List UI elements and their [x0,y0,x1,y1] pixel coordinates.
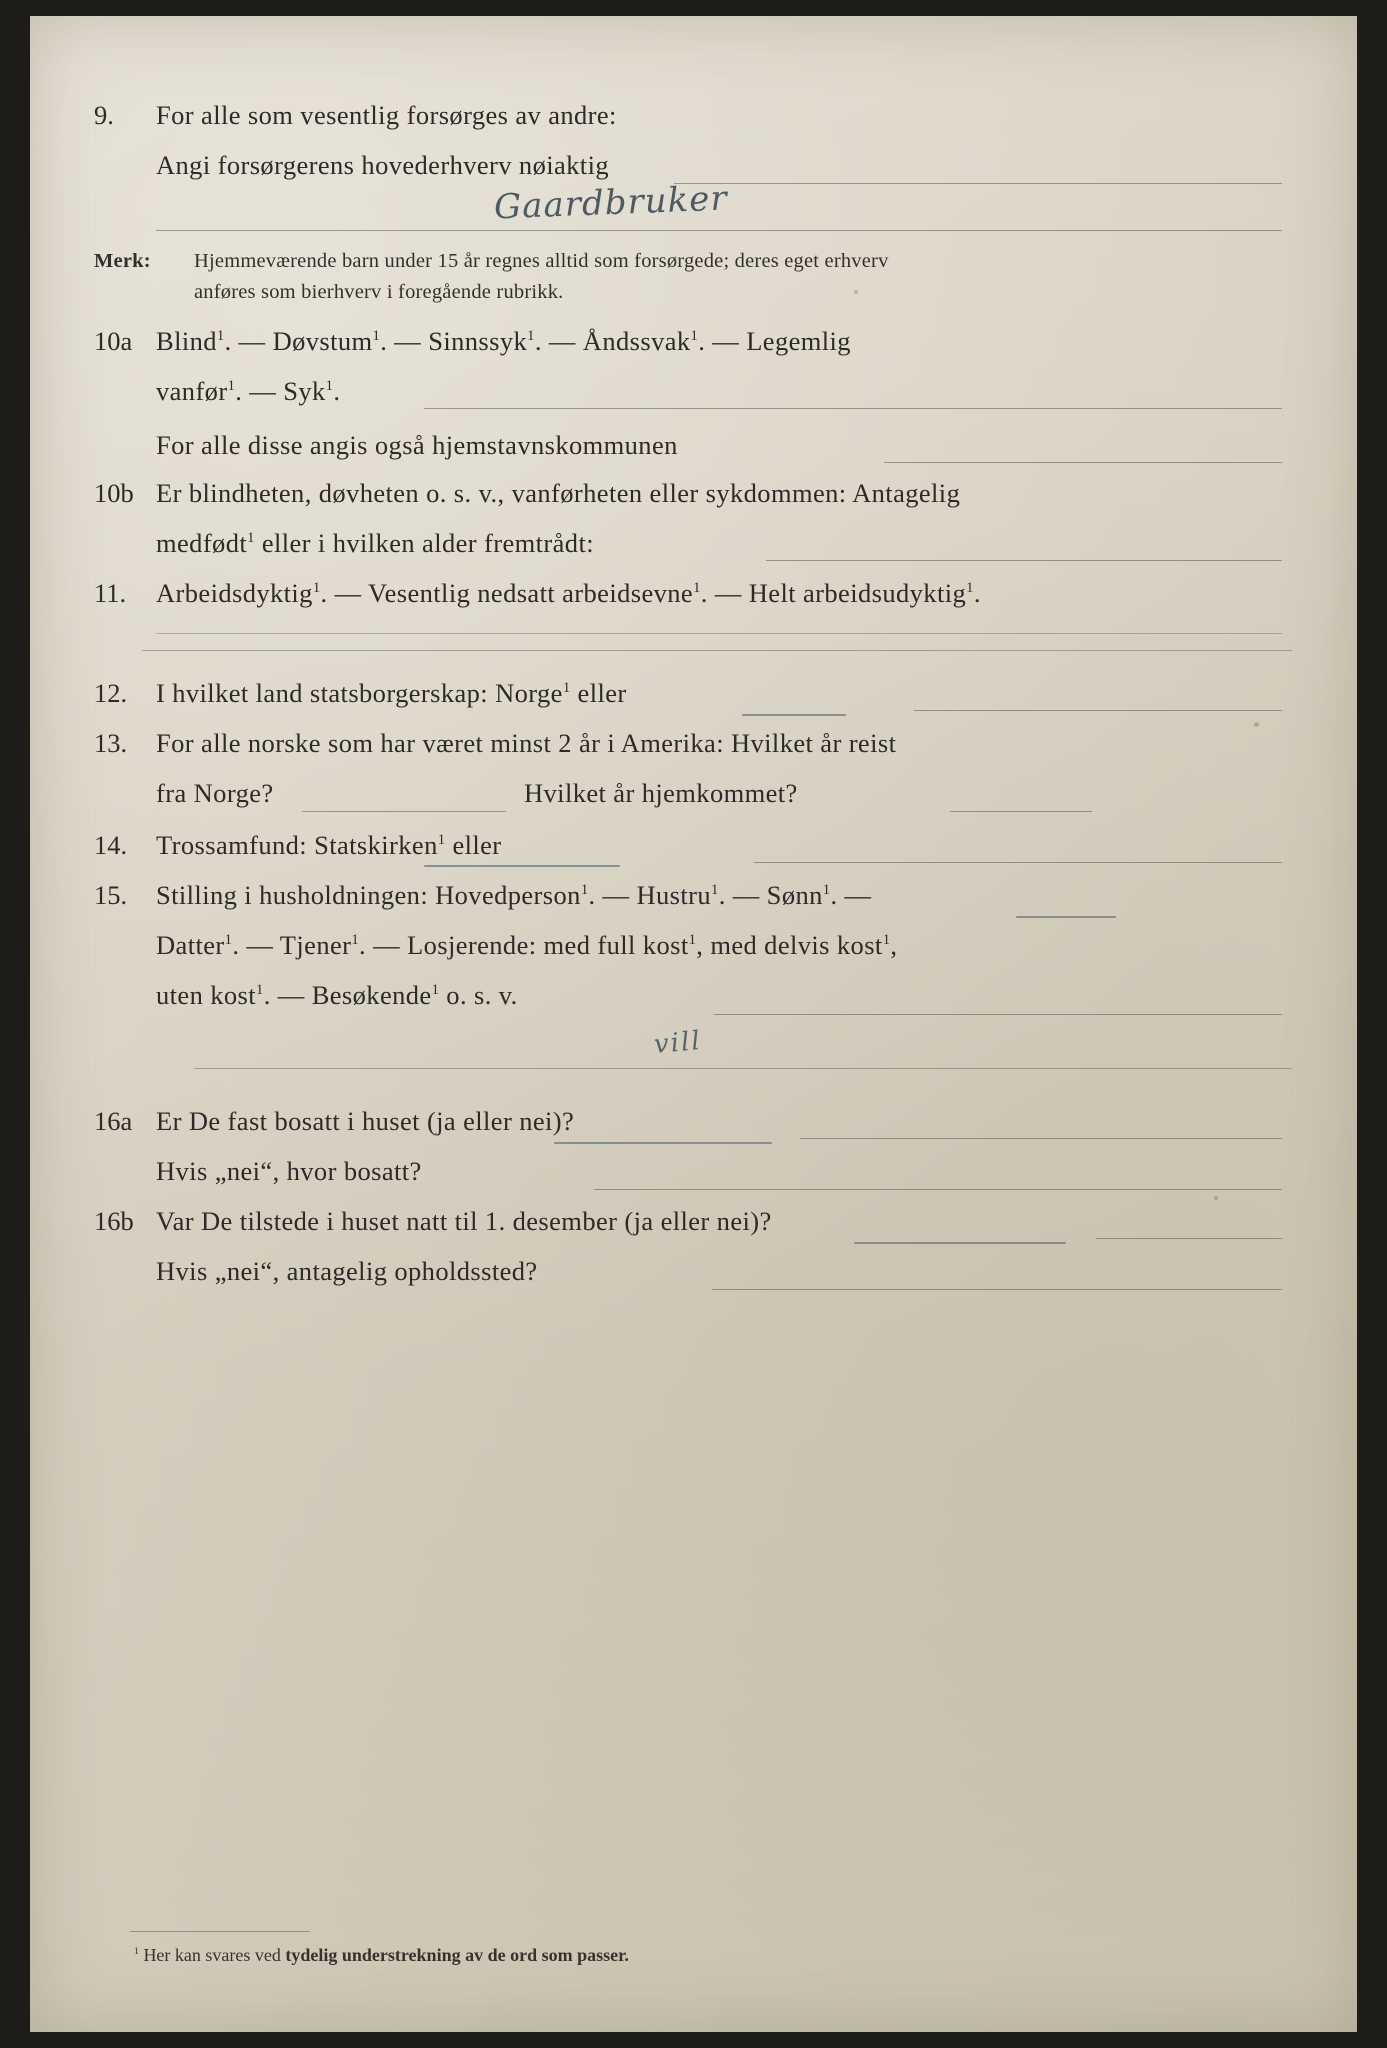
form-sheet [94,78,1305,1992]
footnote-divider [130,1931,310,1932]
question-9-number: 9. [94,100,114,130]
question-13-hjemkommet-rule [950,811,1092,812]
q15-seg5: . — Tjener [232,930,352,960]
question-13-line1: For alle norske som har været minst 2 år i Amerika: Hvilket år reist [156,728,897,758]
question-16a-blank-rule [800,1138,1282,1139]
question-9-blank-rule [674,183,1282,184]
question-15-line3: uten kost$^1$. — Besøkende$^1$ o. s. v. [156,980,518,1010]
q11-seg1: . — Vesentlig nedsatt arbeidsevne [320,578,694,608]
question-9-line1: For alle som vesentlig forsørges av andre: [156,100,617,130]
question-16b-ja-eller-nei-underline [854,1242,1066,1244]
question-16a-line2: Hvis „nei“, hvor bosatt? [156,1156,422,1186]
question-14-number: 14. [94,830,128,860]
question-14-statskirken-underline [424,865,620,867]
q11-seg0: Arbeidsdyktig [156,578,313,608]
q15-seg0: Stilling i husholdningen: Hovedperson [156,880,581,910]
paper-speck [854,290,858,294]
q15-seg3: . — [830,880,872,910]
footnote-text-bold: tydelig understrekning av de ord som passer. [285,1945,629,1965]
question-10b-number: 10b [94,478,134,508]
question-16b-blank-rule [1096,1238,1282,1239]
question-16a-ja-eller-nei-underline [554,1142,772,1144]
q16b-text: Var De tilstede i huset natt til 1. desember [156,1206,625,1236]
question-11-number: 11. [94,578,127,608]
q10b-tail: eller i hvilken alder fremtrådt: [254,528,594,558]
question-12-line1: I hvilket land statsborgerskap: Norge$^1$ eller [156,678,627,708]
merk-label: Merk: [94,250,151,272]
merk-line1: Hjemmeværende barn under 15 år regnes alltid som forsørgede; deres eget erhverv [194,250,889,272]
question-9-answer-rule [156,230,1282,231]
question-13-number: 13. [94,728,128,758]
q15-seg8: , [890,930,898,960]
merk-line2: anføres som bierhverv i foregående rubrikk. [194,281,564,303]
q11-seg3: . [973,578,981,608]
question-12-blank-rule [914,710,1282,711]
question-13-line2a: fra Norge? [156,778,274,808]
q16a-text: Er De fast bosatt i huset [156,1106,427,1136]
question-16a-hvor-bosatt-rule [594,1189,1282,1190]
question-10a-line3: For alle disse angis også hjemstavnskommunen [156,430,678,460]
q11-seg2: . — Helt arbeidsudyktig [700,578,967,608]
question-9-handwritten-answer: Gaardbruker [493,178,729,228]
footnote-text: Her kan svares ved [143,1945,286,1965]
q14-tail: eller [445,830,502,860]
q10a-blind: Blind [156,326,217,356]
q16b-parenthetical: (ja eller nei)? [624,1206,772,1236]
q12-text: I hvilket land statsborgerskap: [156,678,489,708]
question-13-line2b: Hvilket år hjemkommet? [524,778,798,808]
question-10a-blank-rule [424,408,1282,409]
scanned-page [30,16,1357,2032]
question-15-number: 15. [94,880,128,910]
question-9-line2: Angi forsørgerens hovederhverv nøiaktig [156,150,609,180]
question-16a-number: 16a [94,1106,133,1136]
question-10a-line2: vanfør$^1$. — Syk$^1$. [156,376,341,406]
question-16b-line1 [156,1206,772,1237]
q15-seg6: . — Losjerende: med full kost [359,930,689,960]
q10b-medfodt: medfødt [156,528,248,558]
q16a-parenthetical: (ja eller nei)? [426,1106,575,1136]
q15-seg11: o. s. v. [439,980,518,1010]
q14-text: Trossamfund: [156,830,308,860]
section-divider-2 [194,1068,1292,1069]
question-12-norge-underline [742,714,846,716]
question-14-line1: Trossamfund: Statskirken$^1$ eller [156,830,502,860]
paper-speck [1214,1196,1218,1200]
q10a-seg2: . — Sinnssyk [380,326,528,356]
question-15-handwritten-scribble: vill [652,1025,703,1061]
q15-seg9: uten kost [156,980,257,1010]
question-10b-line1: Er blindheten, døvheten o. s. v., vanførheten eller sykdommen: Antagelig [156,478,961,508]
question-10a-line1: Blind$^1$. — Døvstum$^1$. — Sinnssyk$^1$. — Åndssvak$^1$. — Legemlig [156,326,851,356]
q10a-seg1: . — Døvstum [224,326,373,356]
q15-seg7: , med delvis kost [696,930,883,960]
paper-speck [1254,722,1259,727]
q15-seg4: Datter [156,930,225,960]
question-16b-number: 16b [94,1206,134,1236]
question-10b-line2: medfødt$^1$ eller i hvilken alder fremtrådt: [156,528,594,558]
q10a-seg5: . — Syk [235,376,326,406]
question-13-fra-norge-rule [302,811,506,812]
q12-tail: eller [570,678,627,708]
question-11-line1: Arbeidsdyktig$^1$. — Vesentlig nedsatt arbeidsevne$^1$. — Helt arbeidsudyktig$^1$. [156,578,981,608]
question-11-blank-rule [156,633,1282,634]
question-15-blank-rule [714,1014,1282,1015]
footnote-marker: 1 [134,1946,139,1957]
question-15-sonn-underline [1016,916,1116,918]
question-16b-line2: Hvis „nei“, antagelig opholdssted? [156,1256,538,1286]
q12-answer: Norge [495,678,563,708]
question-10b-blank-rule [766,560,1282,561]
question-14-blank-rule [754,862,1282,863]
q14-answer: Statskirken [314,830,438,860]
question-16a-line1 [156,1106,574,1137]
q15-seg2: . — Sønn [718,880,823,910]
footnote [134,1945,629,1966]
q10a-seg4: . — Legemlig [698,326,851,356]
question-15-line1: Stilling i husholdningen: Hovedperson$^1$. — Hustru$^1$. — Sønn$^1$. — [156,880,872,910]
question-10a-number: 10a [94,326,133,356]
q10a-seg6: . [333,376,341,406]
question-15-line2: Datter$^1$. — Tjener$^1$. — Losjerende: med full kost$^1$, med delvis kost$^1$, [156,930,898,960]
q15-seg1: . — Hustru [588,880,712,910]
question-12-number: 12. [94,678,128,708]
q10a-vanfor: vanfør [156,376,228,406]
q10a-seg3: . — Åndssvak [534,326,691,356]
question-10a-hjemstavn-rule [884,462,1282,463]
section-divider-1 [142,650,1292,651]
q15-seg10: . — Besøkende [263,980,432,1010]
question-16b-opholdssted-rule [712,1289,1282,1290]
